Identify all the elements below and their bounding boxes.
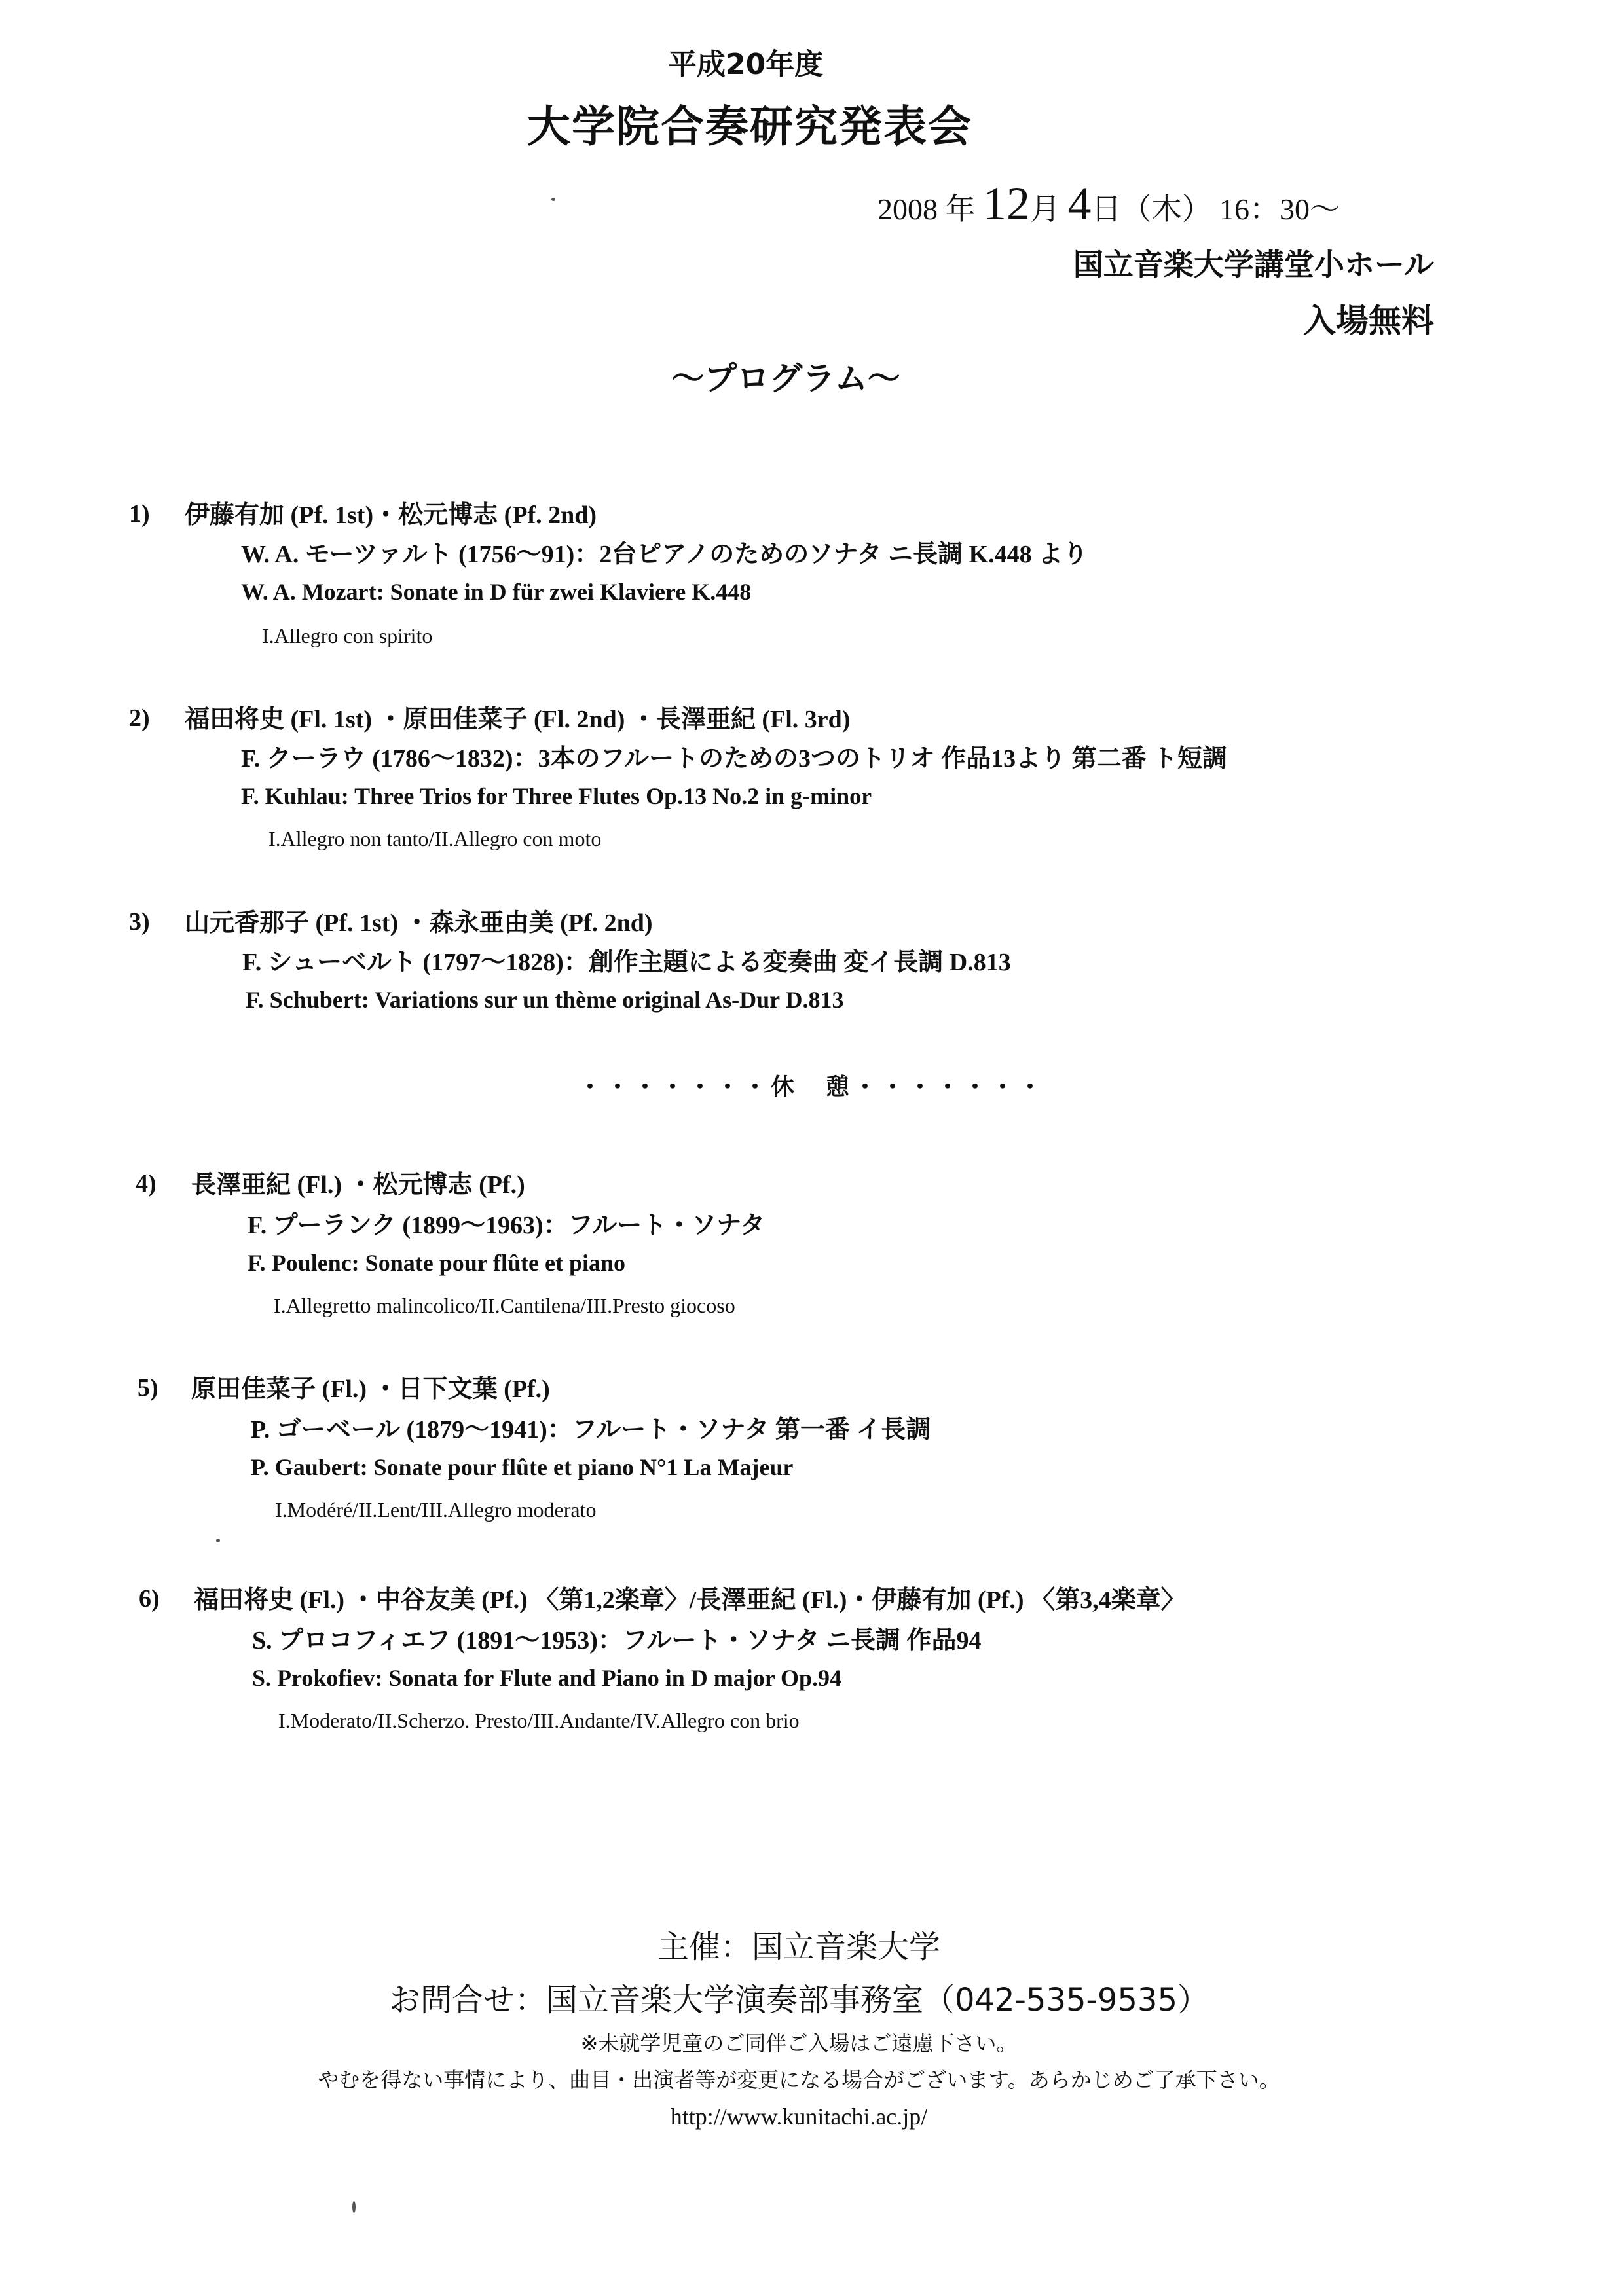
- item-work-japanese: S. プロコフィエフ (1891〜1953)：フルート・ソナタ ニ長調 作品94: [252, 1627, 982, 1654]
- item-number: 3): [129, 908, 150, 936]
- item-number: 2): [129, 704, 150, 732]
- item-movements: I.Modéré/II.Lent/III.Allegro moderato: [275, 1498, 597, 1522]
- intermission: ・・・・・・・休 憩・・・・・・・: [578, 1073, 1046, 1101]
- note-changes: やむを得ない事情により、曲目・出演者等が変更になる場合がございます。あらかじめご了承下さい。: [318, 2068, 1280, 2092]
- website-link[interactable]: http://www.kunitachi.ac.jp/: [670, 2104, 928, 2130]
- item-work-japanese: P. ゴーベール (1879〜1941)：フルート・ソナタ 第一番 イ長調: [251, 1416, 931, 1444]
- date-year-unit: 年: [945, 191, 976, 227]
- item-movements: I.Allegro con spirito: [262, 624, 433, 647]
- admission-free: 入場無料: [1303, 302, 1434, 340]
- item-work-english: W. A. Mozart: Sonate in D für zwei Klaviere K.448: [241, 579, 752, 605]
- concert-title: 大学院合奏研究発表会: [527, 101, 972, 152]
- item-movements: I.Allegretto malincolico/II.Cantilena/III.Presto giocoso: [274, 1294, 735, 1317]
- item-work-english: S. Prokofiev: Sonata for Flute and Piano in D major Op.94: [252, 1665, 842, 1691]
- item-work-japanese: F. シューベルト (1797〜1828)：創作主題による変奏曲 変イ長調 D.813: [242, 949, 1011, 976]
- item-performers: 福田将史 (Fl.) ・中谷友美 (Pf.) 〈第1,2楽章〉/長澤亜紀 (Fl.)・伊藤有加 (Pf.) 〈第3,4楽章〉: [194, 1586, 1186, 1614]
- item-number: 6): [139, 1585, 160, 1613]
- scan-speck: [352, 2201, 356, 2213]
- item-performers: 伊藤有加 (Pf. 1st)・松元博志 (Pf. 2nd): [185, 501, 597, 529]
- note-children: ※未就学児童のご同伴ご入場はご遠慮下さい。: [580, 2031, 1018, 2056]
- item-number: 1): [129, 500, 150, 528]
- item-number: 4): [136, 1170, 157, 1197]
- date-month-unit: 月: [1030, 191, 1060, 227]
- item-work-japanese: F. プーランク (1899〜1963)：フルート・ソナタ: [248, 1212, 766, 1239]
- concert-date: [877, 177, 1340, 231]
- item-work-japanese: F. クーラウ (1786〜1832)：3本のフルートのための3つのトリオ 作品13より 第二番 ト短調: [241, 745, 1228, 773]
- item-performers: 山元香那子 (Pf. 1st) ・森永亜由美 (Pf. 2nd): [185, 909, 653, 937]
- item-performers: 長澤亜紀 (Fl.) ・松元博志 (Pf.): [191, 1171, 525, 1199]
- item-work-japanese: W. A. モーツァルト (1756〜91)：2台ピアノのためのソナタ ニ長調 K.448 より: [241, 541, 1088, 568]
- item-work-english: F. Schubert: Variations sur un thème original As-Dur D.813: [246, 987, 844, 1013]
- item-work-english: F. Poulenc: Sonate pour flûte et piano: [248, 1250, 626, 1276]
- date-weekday: （木）: [1121, 191, 1212, 227]
- item-movements: I.Moderato/II.Scherzo. Presto/III.Andante/IV.Allegro con brio: [278, 1709, 800, 1732]
- date-year: 2008: [877, 192, 938, 226]
- program-heading: 〜プログラム〜: [671, 359, 900, 397]
- item-performers: 原田佳菜子 (Fl.) ・日下文葉 (Pf.): [191, 1376, 550, 1403]
- venue: 国立音楽大学講堂小ホール: [1073, 247, 1434, 282]
- item-number: 5): [138, 1374, 158, 1402]
- date-month: 12: [983, 177, 1030, 230]
- organizer: 主催：国立音楽大学: [657, 1929, 940, 1965]
- item-work-english: P. Gaubert: Sonate pour flûte et piano N°1 La Majeur: [251, 1454, 794, 1480]
- date-day: 4: [1067, 177, 1092, 230]
- contact-info: お問合せ：国立音楽大学演奏部事務室（042-535-9535）: [388, 1982, 1209, 2018]
- date-time: 16：30〜: [1219, 192, 1340, 226]
- scan-speck: [216, 1539, 220, 1542]
- item-performers: 福田将史 (Fl. 1st) ・原田佳菜子 (Fl. 2nd) ・長澤亜紀 (Fl. 3rd): [185, 706, 851, 733]
- item-movements: I.Allegro non tanto/II.Allegro con moto: [268, 827, 602, 850]
- scan-speck: [551, 198, 555, 201]
- item-work-english: F. Kuhlau: Three Trios for Three Flutes Op.13 No.2 in g-minor: [241, 783, 872, 809]
- fiscal-year: 平成20年度: [668, 48, 824, 81]
- date-day-unit: 日: [1091, 191, 1122, 227]
